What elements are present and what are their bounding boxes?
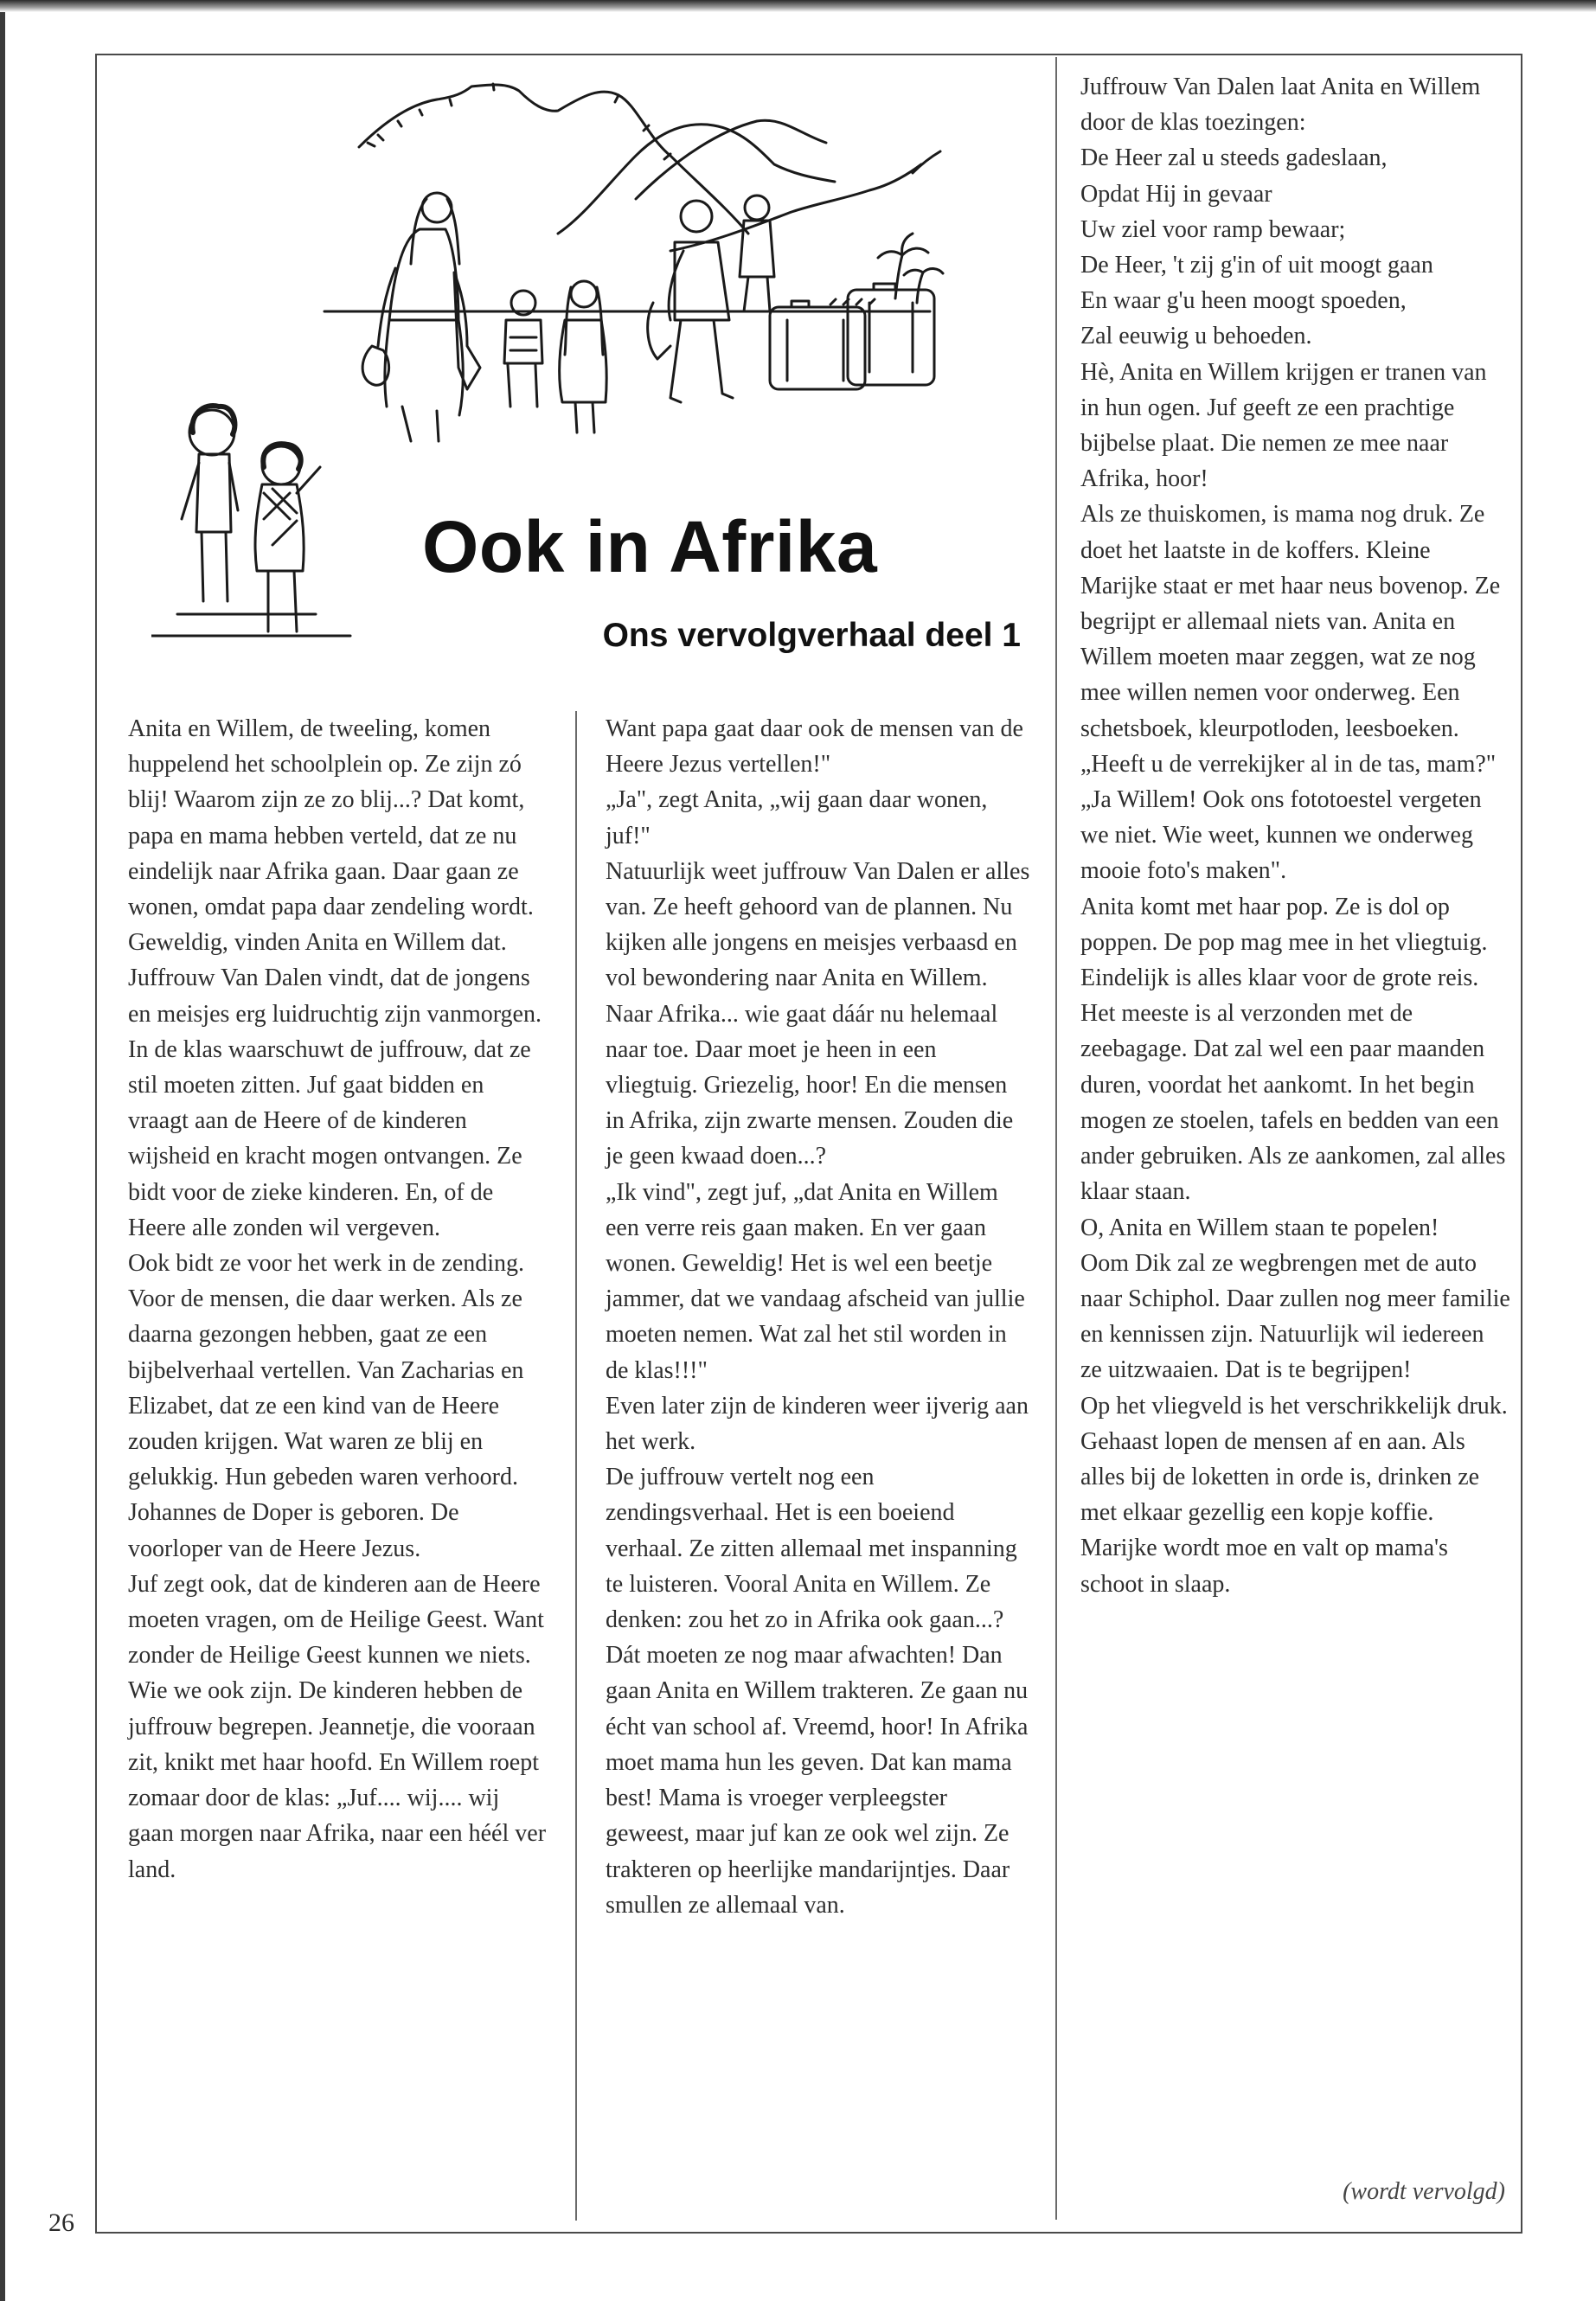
paragraph: „Heeft u de verrekijker al in de tas, mam?" <box>1080 750 1497 778</box>
psalm-line: De Heer, 't zij g'in of uit moogt gaan <box>1080 252 1433 279</box>
paragraph: Op het vliegveld is het verschrikkelijk druk. Gehaast lopen de mensen af en aan. Als alles bij de loketten in orde is, drinken ze met elkaar gezellig een kopje koffie. Marijke wordt moe en valt op mama's schoot in slaap. <box>1080 1392 1508 1598</box>
column-divider <box>575 711 577 2221</box>
page-number: 26 <box>48 2208 74 2237</box>
text-column-3 <box>1080 69 1511 1602</box>
paragraph: Als ze thuiskomen, is mama nog druk. Ze doet het laatste in de koffers. Kleine Marijke staat er met haar neus bovenop. Ze begrijpt er allemaal niets van. Anita en Willem moeten maar zeggen, wat ze nog mee willen nemen voor onderweg. Een schetsboek, kleurpotloden, leesboeken. <box>1080 501 1501 742</box>
mother-drawing <box>362 193 480 441</box>
psalm-line: Zal eeuwig u behoeden. <box>1080 323 1312 350</box>
top-edge-shadow <box>0 0 1596 12</box>
paragraph: Even later zijn de kinderen weer ijverig aan het werk. <box>606 1392 1029 1456</box>
paragraph: Juffrouw Van Dalen laat Anita en Willem door de klas toezingen: <box>1080 74 1481 137</box>
paragraph: „Ja", zegt Anita, „wij gaan daar wonen, juf!" <box>606 786 988 849</box>
paragraph: Eindelijk is alles klaar voor de grote reis. Het meeste is al verzonden met de zeebagage. Dat zal wel een paar maanden duren, voordat het aankomt. In het begin mogen ze stoelen, tafels en bedden van een ander gebruiken. Als ze aankomen, zal alles klaar staan. <box>1080 965 1506 1206</box>
psalm-line: Opdat Hij in gevaar <box>1080 180 1272 208</box>
paragraph: „Ja Willem! Ook ons fototoestel vergeten we niet. Wie weet, kunnen we onderweg mooie foto's maken". <box>1080 786 1482 885</box>
paragraph: Juf zegt ook, dat de kinderen aan de Heere moeten vragen, om de Heilige Geest. Want zonder de Heilige Geest kunnen we niets. Wie we ook zijn. De kinderen hebben de juffrouw begrepen. Jeannetje, die vooraan zit, knikt met haar hoofd. En Willem roept zomaar door de klas: „Juf.... wij.... wij gaan morgen naar Afrika, naar een héél ver land. <box>128 1570 547 1883</box>
mountains-drawing <box>324 84 940 311</box>
paragraph: Anita komt met haar pop. Ze is dol op poppen. De pop mag mee in het vliegtuig. <box>1080 893 1488 956</box>
article-subtitle: Ons vervolgverhaal deel 1 <box>602 617 1021 654</box>
african-children-drawing <box>151 406 350 636</box>
paragraph: Want papa gaat daar ook de mensen van de Heere Jezus vertellen!" <box>606 715 1023 779</box>
palm-trees-drawing <box>830 234 943 304</box>
psalm-line: Uw ziel voor ramp bewaar; <box>1080 215 1346 243</box>
psalm-line: De Heer zal u steeds gadeslaan, <box>1080 144 1388 172</box>
paragraph: O, Anita en Willem staan te popelen! <box>1080 1214 1439 1241</box>
left-edge-shadow <box>0 12 5 2301</box>
psalm-line: En waar g'u heen moogt spoeden, <box>1080 287 1407 315</box>
paragraph: „Ik vind", zegt juf, „dat Anita en Willem een verre reis gaan maken. En ver gaan wonen. Geweldig! Het is wel een beetje jammer, dat we vandaag afscheid van jullie moeten nemen. Wat zal het stil worden in de klas!!!" <box>606 1178 1025 1384</box>
text-column-2 <box>606 711 1031 1923</box>
continued-note: (wordt vervolgd) <box>1343 2178 1505 2205</box>
paragraph: Hè, Anita en Willem krijgen er tranen van in hun ogen. Juf geeft ze een prachtige bijbelse plaat. Die nemen ze mee naar Afrika, hoor! <box>1080 358 1487 493</box>
suitcases-drawing <box>770 284 934 389</box>
column-divider <box>1055 57 1057 2220</box>
girl-drawing <box>560 281 607 433</box>
boy-with-book-drawing <box>504 291 542 407</box>
paragraph: De juffrouw vertelt nog een zendingsverhaal. Het is een boeiend verhaal. Ze zitten allemaal met inspanning te luisteren. Vooral Anita en Willem. Ze denken: zou het zo in Afrika ook gaan...? Dát moeten ze nog maar afwachten! Dan gaan Anita en Willem trakteren. Ze gaan nu écht van school af. Vreemd, hoor! In Afrika moet mama hun les geven. Dat kan mama best! Mama is vroeger verpleegster geweest, maar juf kan ze ook wel zijn. Ze trakteren op heerlijke mandarijntjes. Daar smullen ze allemaal van. <box>606 1464 1029 1919</box>
paragraph: Anita en Willem, de tweeling, komen huppelend het schoolplein op. Ze zijn zó blij! Waarom zijn ze zo blij...? Dat komt, papa en mama hebben verteld, dat ze nu eindelijk naar Afrika gaan. Daar gaan ze wonen, omdat papa daar zendeling wordt. Geweldig, vinden Anita en Willem dat. <box>128 715 534 957</box>
paragraph: Natuurlijk weet juffrouw Van Dalen er alles van. Ze heeft gehoord van de plannen. Nu kijken alle jongens en meisjes verbaasd en vol bewondering naar Anita en Willem. Naar Afrika... wie gaat dáár nu helemaal naar toe. Daar moet je heen in een vliegtuig. Griezelig, hoor! En die mensen in Afrika, zijn zwarte mensen. Zouden die je geen kwaad doen...? <box>606 857 1030 1170</box>
paragraph: Oom Dik zal ze wegbrengen met de auto naar Schiphol. Daar zullen nog meer familie en kennissen zijn. Natuurlijk wil iedereen ze uitzwaaien. Dat is te begrijpen! <box>1080 1249 1510 1384</box>
paragraph: Ook bidt ze voor het werk in de zending. Voor de mensen, die daar werken. Als ze daarna gezongen hebben, gaat ze een bijbelverhaal vertellen. Van Zacharias en Elizabet, dat ze een kind van de Heere zouden krijgen. Wat waren ze blij en gelukkig. Hun gebeden waren verhoord. Johannes de Doper is geboren. De voorloper van de Heere Jezus. <box>128 1250 524 1562</box>
paragraph: Juffrouw Van Dalen vindt, dat de jongens en meisjes erg luidruchtig zijn vanmorgen. In de klas waarschuwt de juffrouw, dat ze stil moeten zitten. Juf gaat bidden en vraagt aan de Heere of de kinderen wijsheid en kracht mogen ontvangen. Ze bidt voor de zieke kinderen. En, of de Heere alle zonden wil vergeven. <box>128 965 542 1241</box>
article-title: Ook in Afrika <box>422 506 878 587</box>
text-column-1 <box>128 711 548 1888</box>
